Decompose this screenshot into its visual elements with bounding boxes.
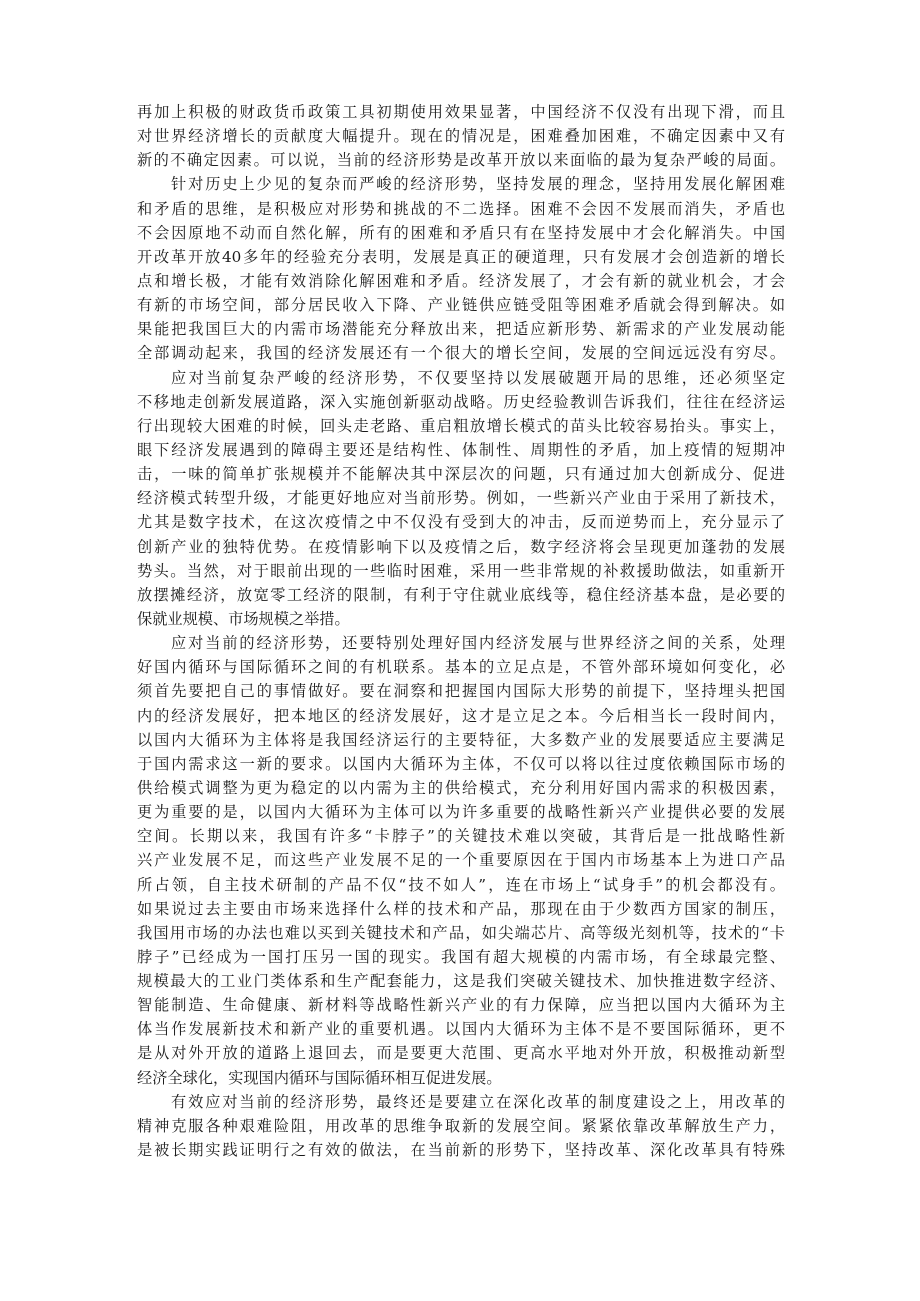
- text-line: 我国用市场的办法也难以买到关键技术和产品，如尖端芯片、高等级光刻机等，技术的“卡: [137, 923, 785, 942]
- text-line: 空间。长期以来，我国有许多“卡脖子”的关键技术难以突破，其背后是一批战略性新: [137, 827, 785, 846]
- paragraph-1: [137, 100, 785, 172]
- paragraph-5: [137, 1090, 785, 1162]
- text-line: 和矛盾的思维，是积极应对形势和挑战的不二选择。困难不会因不发展而消失，矛盾也: [137, 199, 785, 218]
- text-line: 行出现较大困难的时候，回头走老路、重启粗放增长模式的苗头比较容易抬头。事实上，: [137, 416, 785, 435]
- paragraph-3: [137, 366, 785, 632]
- text-line: 应对当前复杂严峻的经济形势，不仅要坚持以发展破题开局的思维，还必须坚定: [171, 368, 785, 387]
- text-line: 是被长期实践证明行之有效的做法，在当前新的形势下，坚持改革、深化改革具有特殊: [137, 1141, 785, 1160]
- text-line: 点和增长极，才能有效消除化解困难和矛盾。经济发展了，才会有新的就业机会，才会: [137, 271, 785, 290]
- text-line: 放摆摊经济，放宽零工经济的限制，有利于守住就业底线等，稳住经济基本盘，是必要的: [137, 585, 785, 604]
- text-line: 经济全球化，实现国内循环与国际循环相互促进发展。: [137, 1068, 502, 1087]
- text-line: 供给模式调整为更为稳定的以内需为主的供给模式，充分利用好国内需求的积极因素，: [137, 778, 785, 797]
- text-line: 以国内大循环为主体将是我国经济运行的主要特征，大多数产业的发展要适应主要满足: [137, 730, 785, 749]
- text-line: 体当作发展新技术和新产业的重要机遇。以国内大循环为主体不是不要国际循环，更不: [137, 1020, 785, 1039]
- text-line: 经济模式转型升级，才能更好地应对当前形势。例如，一些新兴产业由于采用了新技术，: [137, 489, 785, 508]
- text-line: 应对当前的经济形势，还要特别处理好国内经济发展与世界经济之间的关系，处理: [171, 634, 785, 653]
- text-line: 好国内循环与国际循环之间的有机联系。基本的立足点是，不管外部环境如何变化，必: [137, 658, 785, 677]
- text-line: 保就业规模、市场规模之举措。: [137, 609, 350, 628]
- text-line: 规模最大的工业门类体系和生产配套能力，这是我们突破关键技术、加快推进数字经济、: [137, 972, 785, 991]
- text-line: 势头。当然，对于眼前出现的一些临时困难，采用一些非常规的补救援助做法，如重新开: [137, 561, 785, 580]
- text-line: 开改革开放40多年的经验充分表明，发展是真正的硬道理，只有发展才会创造新的增长: [137, 247, 785, 266]
- text-line: 再加上积极的财政货币政策工具初期使用效果显著，中国经济不仅没有出现下滑，而且: [137, 103, 785, 121]
- body-text: [137, 100, 785, 1162]
- text-line: 所占领，自主技术研制的产品不仅“技不如人”，连在市场上“试身手”的机会都没有。: [137, 875, 785, 894]
- text-line: 内的经济发展好，把本地区的经济发展好，这才是立足之本。今后相当长一段时间内，: [137, 706, 785, 725]
- text-line: 是从对外开放的道路上退回去，而是要更大范围、更高水平地对外开放，积极推动新型: [137, 1044, 785, 1063]
- text-line: 须首先要把自己的事情做好。要在洞察和把握国内国际大形势的前提下，坚持埋头把国: [137, 682, 785, 701]
- text-line: 兴产业发展不足，而这些产业发展不足的一个重要原因在于国内市场基本上为进口产品: [137, 851, 785, 870]
- text-line: 智能制造、生命健康、新材料等战略性新兴产业的有力保障，应当把以国内大循环为主: [137, 996, 785, 1015]
- text-line: 精神克服各种艰难险阻，用改革的思维争取新的发展空间。紧紧依靠改革解放生产力，: [137, 1116, 785, 1135]
- text-line: 有效应对当前的经济形势，最终还是要建立在深化改革的制度建设之上，用改革的: [171, 1092, 785, 1111]
- text-line: 不移地走创新发展道路，深入实施创新驱动战略。历史经验教训告诉我们，往往在经济运: [137, 392, 785, 411]
- text-line: 果能把我国巨大的内需市场潜能充分释放出来，把适应新形势、新需求的产业发展动能: [137, 320, 785, 339]
- text-line: 创新产业的独特优势。在疫情影响下以及疫情之后，数字经济将会呈现更加蓬勃的发展: [137, 537, 785, 556]
- text-line: 脖子”已经成为一国打压另一国的现实。我国有超大规模的内需市场，有全球最完整、: [137, 947, 785, 966]
- text-line: 眼下经济发展遇到的障碍主要还是结构性、体制性、周期性的矛盾，加上疫情的短期冲: [137, 440, 785, 459]
- paragraph-4: [137, 631, 785, 1090]
- text-line: 如果说过去主要由市场来选择什么样的技术和产品，那现在由于少数西方国家的制压，: [137, 899, 785, 918]
- text-line: 有新的市场空间，部分居民收入下降、产业链供应链受阻等困难矛盾就会得到解决。如: [137, 296, 785, 315]
- text-line: 新的不确定因素。可以说，当前的经济形势是改革开放以来面临的最为复杂严峻的局面。: [137, 151, 785, 170]
- text-line: 全部调动起来，我国的经济发展还有一个很大的增长空间，发展的空间远远没有穷尽。: [137, 344, 785, 363]
- text-line: 针对历史上少见的复杂而严峻的经济形势，坚持发展的理念，坚持用发展化解困难: [171, 175, 785, 194]
- text-line: 于国内需求这一新的要求。以国内大循环为主体，不仅可以将以往过度依赖国际市场的: [137, 754, 785, 773]
- paragraph-2: [137, 172, 785, 365]
- text-line: 击，一味的简单扩张规模并不能解决其中深层次的问题，只有通过加大创新成分、促进: [137, 465, 785, 484]
- text-line: 不会因原地不动而自然化解，所有的困难和矛盾只有在坚持发展中才会化解消失。中国: [137, 223, 785, 242]
- text-line: 尤其是数字技术，在这次疫情之中不仅没有受到大的冲击，反而逆势而上，充分显示了: [137, 513, 785, 532]
- text-line: 更为重要的是，以国内大循环为主体可以为许多重要的战略性新兴产业提供必要的发展: [137, 803, 785, 822]
- text-line: 对世界经济增长的贡献度大幅提升。现在的情况是，困难叠加困难，不确定因素中又有: [137, 127, 785, 146]
